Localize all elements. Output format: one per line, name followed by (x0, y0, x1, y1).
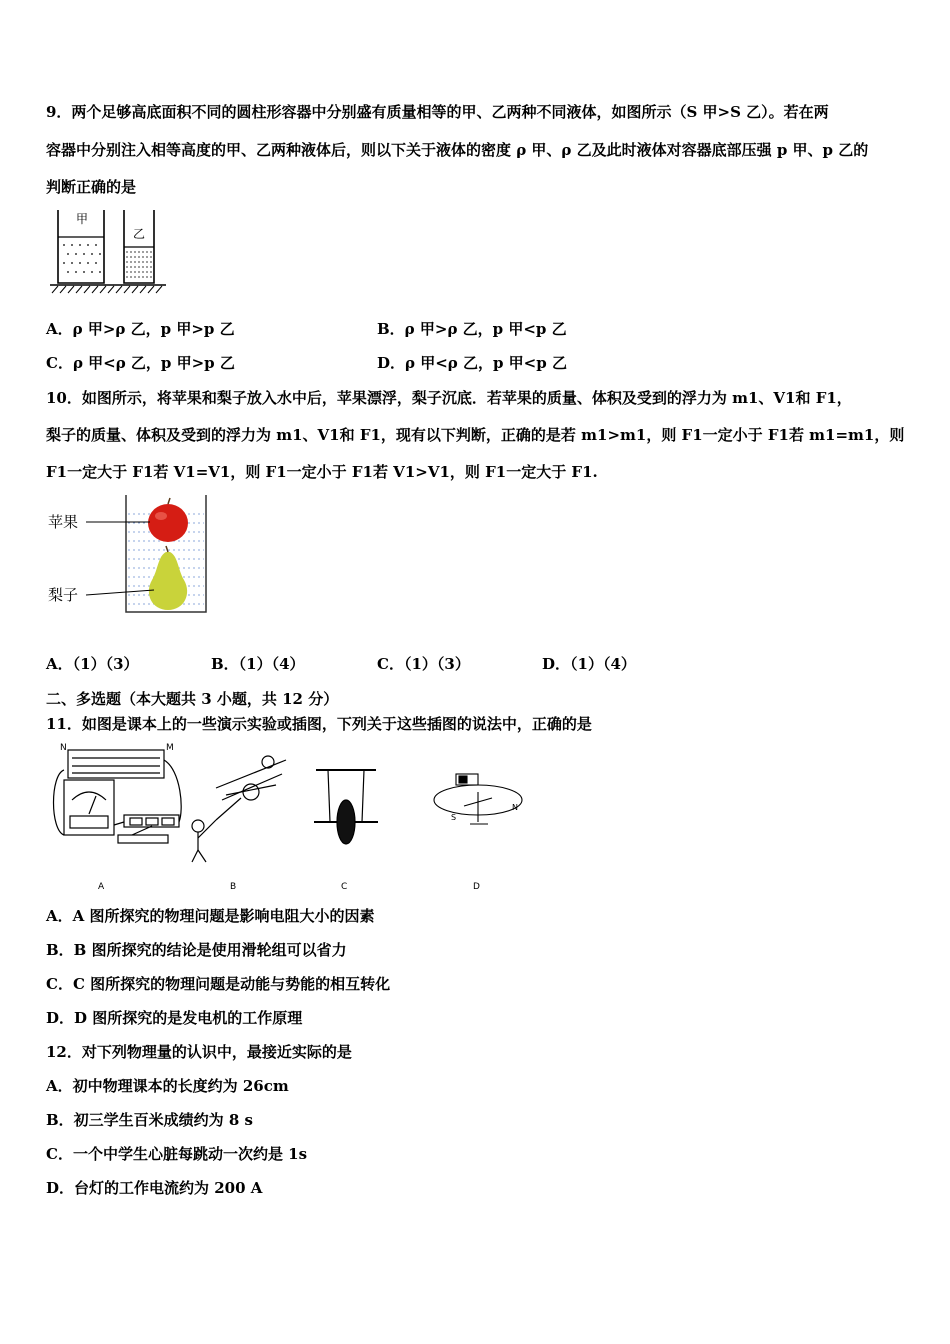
figure-c-maxwell-wheel (314, 770, 378, 844)
apple-label: 苹果 (48, 513, 79, 531)
apple-icon (148, 504, 188, 542)
q10-apple-pear-figure (46, 490, 216, 620)
fig-a-mark-m: M (166, 743, 174, 753)
q9-stem-line-3: 判断正确的是 (46, 178, 137, 196)
fig-a-mark-n: N (60, 743, 67, 753)
q10-option-d[interactable]: D．（1）（4） (542, 655, 636, 673)
q12-option-a[interactable]: A．初中物理课本的长度约为 26cm (46, 1077, 289, 1095)
q11-option-c[interactable]: C．C 图所探究的物理问题是动能与势能的相互转化 (46, 975, 391, 993)
q11-figures (46, 740, 526, 895)
q10-option-a[interactable]: A．（1）（3） (46, 655, 139, 673)
figure-b-pulley-people (192, 756, 286, 862)
fig-d-mark-n: N (512, 803, 518, 812)
q9-option-b[interactable]: B．ρ 甲>ρ 乙，p 甲<p 乙 (377, 320, 567, 338)
q12-option-d[interactable]: D．台灯的工作电流约为 200 A (46, 1179, 263, 1197)
q10-stem-line-3: F1一定大于 F1若 V1=V1，则 F1一定小于 F1若 V1>V1，则 F1一定大于 F1. (46, 463, 598, 481)
fig-d-mark-s: S (451, 813, 457, 822)
q11-stem: 11．如图是课本上的一些演示实验或插图，下列关于这些插图的说法中，正确的是 (46, 715, 592, 733)
section-heading-multi-choice: 二、多选题（本大题共 3 小题，共 12 分） (46, 690, 339, 708)
q12-stem: 12．对下列物理量的认识中，最接近实际的是 (46, 1043, 352, 1061)
q9-option-a[interactable]: A．ρ 甲>ρ 乙，p 甲>p 乙 (46, 320, 235, 338)
figure-d-coil-compass (434, 774, 522, 824)
q9-option-d[interactable]: D．ρ 甲<ρ 乙，p 甲<p 乙 (377, 354, 567, 372)
fig-caption-d: D (473, 882, 480, 892)
q9-stem-line-2: 容器中分别注入相等高度的甲、乙两种液体后，则以下关于液体的密度 ρ 甲、ρ 乙及此时液体对容器底部压强 p 甲、p 乙的 (46, 141, 869, 159)
pear-icon (149, 552, 187, 610)
fig-caption-a: A (98, 882, 105, 892)
q10-option-c[interactable]: C．（1）（3） (377, 655, 470, 673)
q9-containers-figure (46, 205, 171, 297)
figure-a-resistance-apparatus (54, 750, 182, 843)
container-label-yi: 乙 (133, 227, 146, 241)
q11-option-d[interactable]: D．D 图所探究的是发电机的工作原理 (46, 1009, 303, 1027)
q12-option-b[interactable]: B．初三学生百米成绩约为 8 s (46, 1111, 254, 1129)
q10-option-b[interactable]: B．（1）（4） (211, 655, 305, 673)
q12-option-c[interactable]: C．一个中学生心脏每跳动一次约是 1s (46, 1145, 308, 1163)
q10-stem-line-2: 梨子的质量、体积及受到的浮力为 m1、V1和 F1，现有以下判断，正确的是若 m1>m1，则 F1一定小于 F1若 m1=m1，则 (46, 426, 905, 444)
q11-option-a[interactable]: A．A 图所探究的物理问题是影响电阻大小的因素 (46, 907, 375, 925)
q11-option-b[interactable]: B．B 图所探究的结论是使用滑轮组可以省力 (46, 941, 347, 959)
fig-caption-b: B (230, 882, 237, 892)
pear-label: 梨子 (48, 586, 79, 604)
q9-option-c[interactable]: C．ρ 甲<ρ 乙，p 甲>p 乙 (46, 354, 235, 372)
q10-stem-line-1: 10．如图所示，将苹果和梨子放入水中后，苹果漂浮，梨子沉底．若苹果的质量、体积及受到的浮力为 m1、V1和 F1， (46, 389, 852, 407)
container-label-jia: 甲 (76, 212, 89, 226)
fig-caption-c: C (341, 882, 348, 892)
q9-stem-line-1: 9．两个足够高底面积不同的圆柱形容器中分别盛有质量相等的甲、乙两种不同液体，如图所示（S 甲>S 乙）。若在两 (46, 103, 829, 121)
